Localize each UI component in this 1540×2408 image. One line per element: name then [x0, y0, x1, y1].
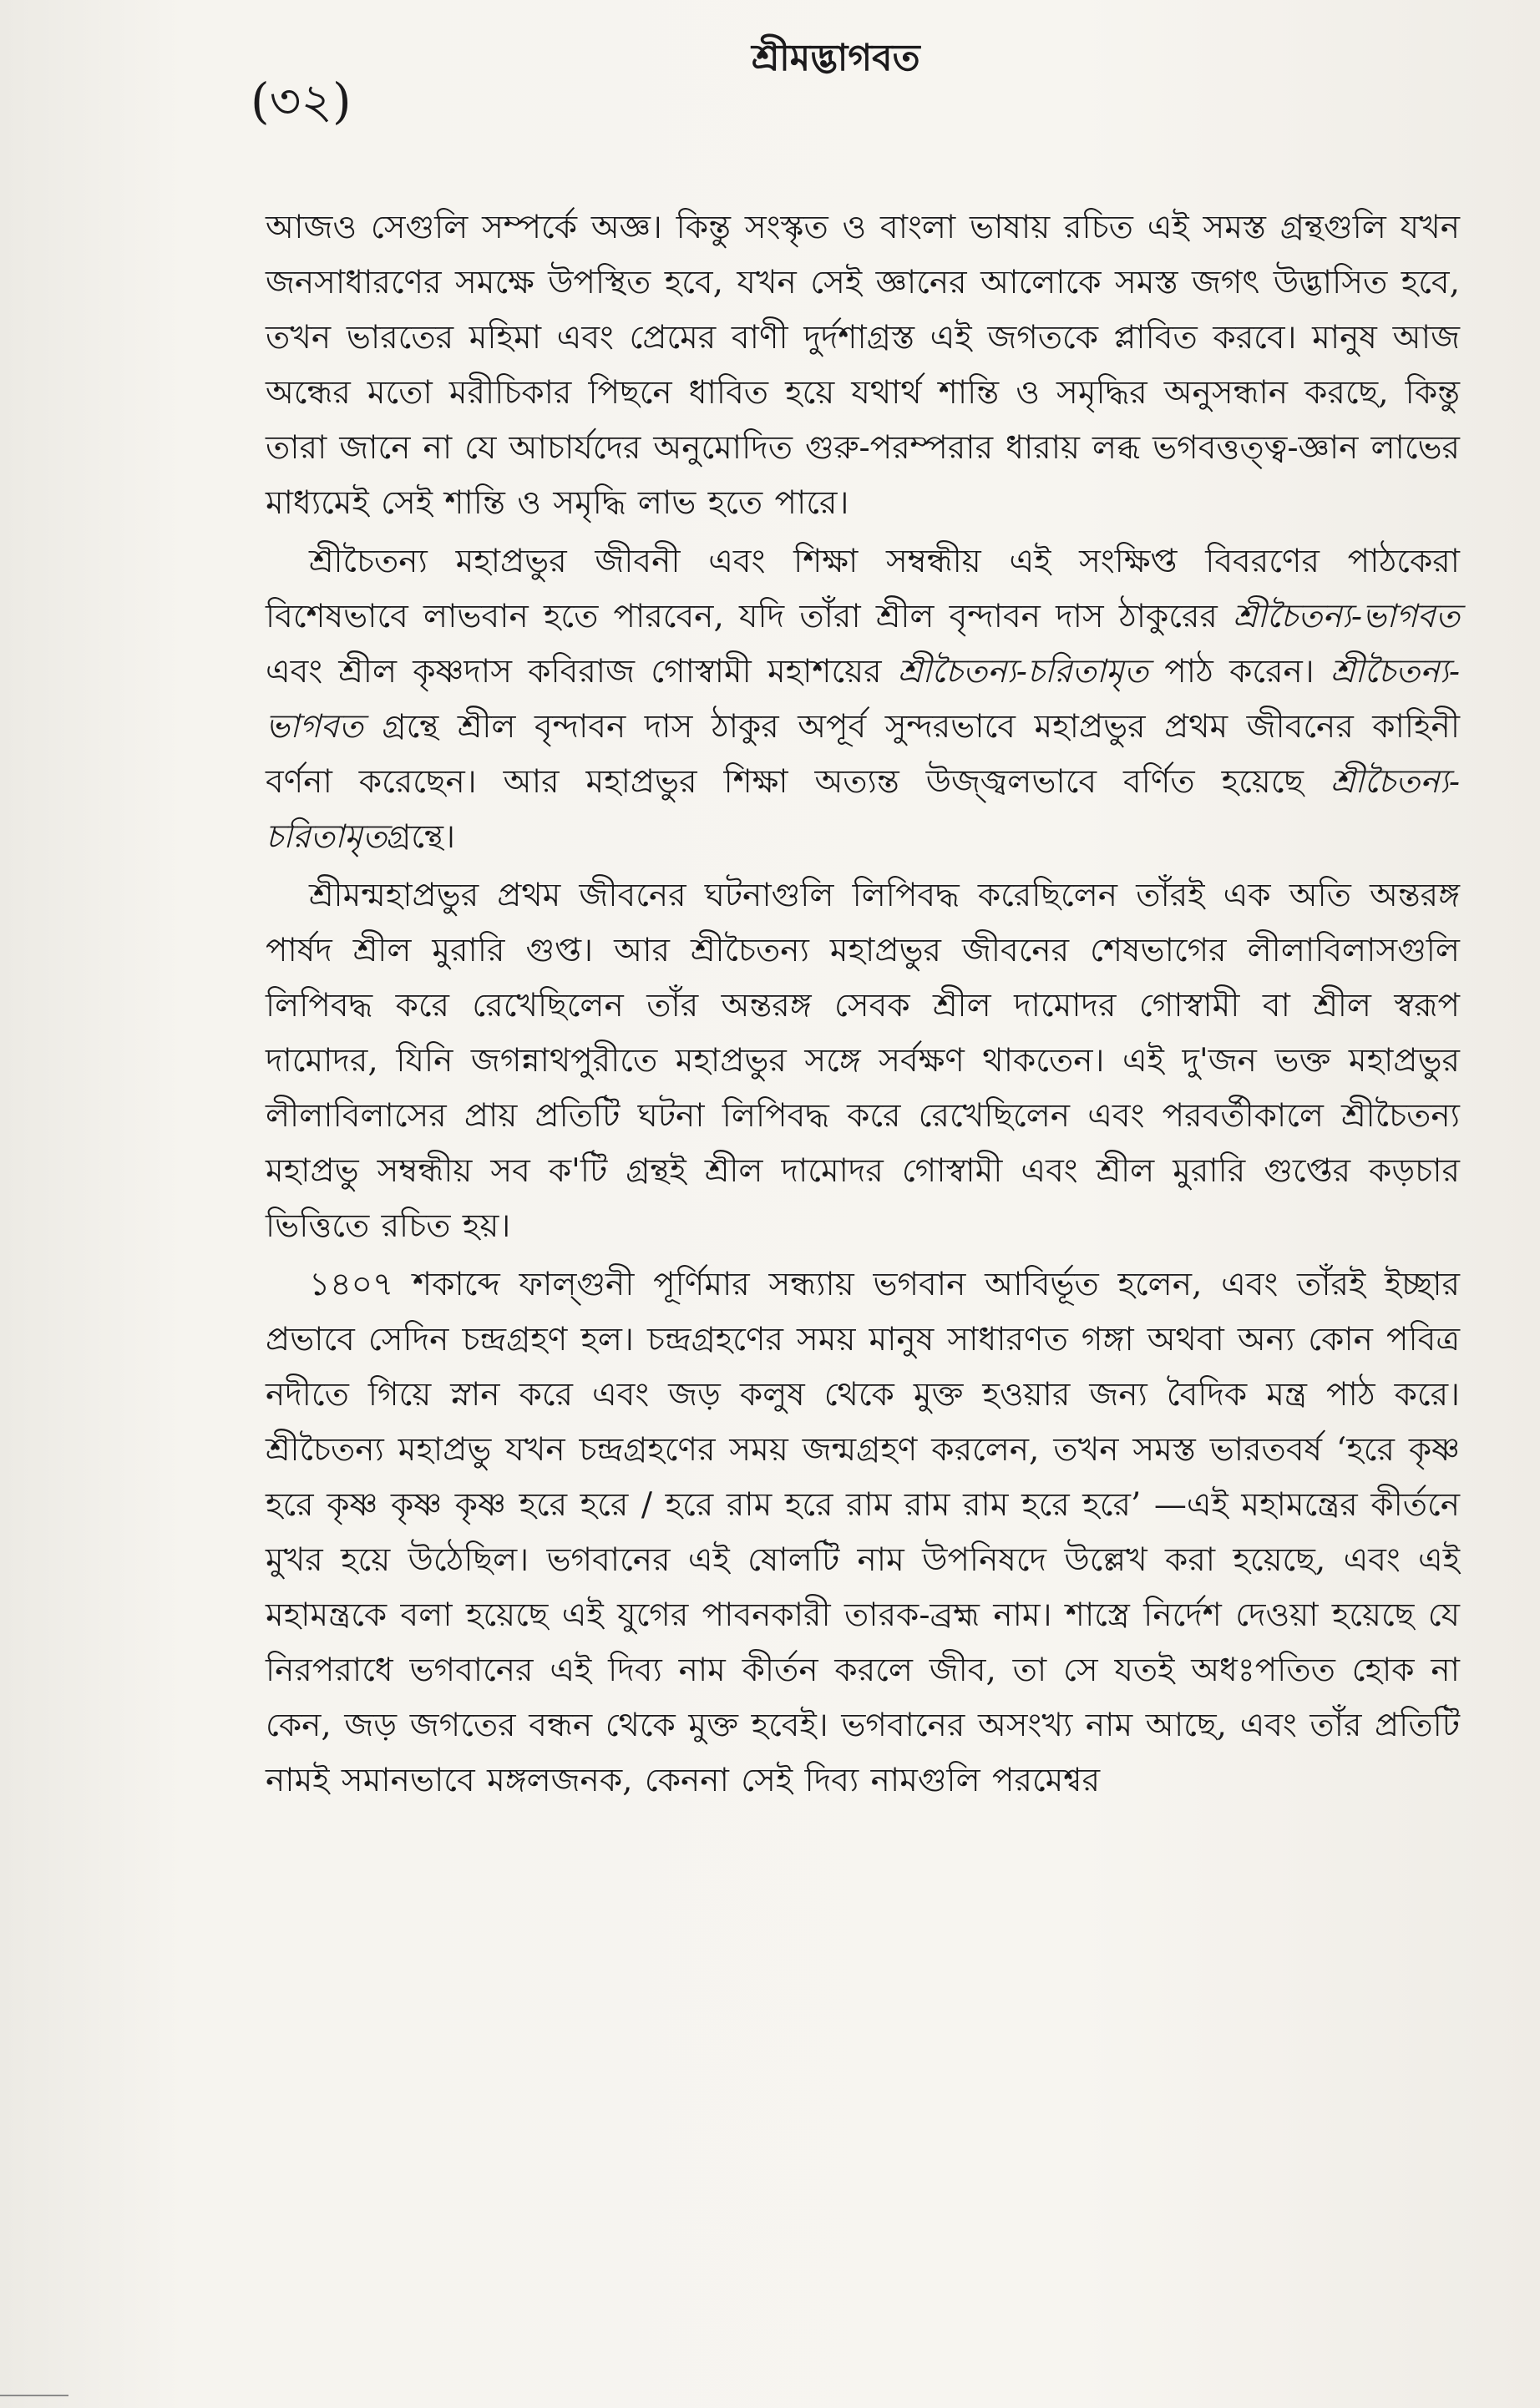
scan-edge-mark	[0, 2395, 68, 2396]
paragraph-2-text-5: গ্রন্থে।	[387, 818, 456, 856]
paragraph-2	[266, 534, 1460, 865]
paragraph-3-text: শ্রীমন্মহাপ্রভুর প্রথম জীবনের ঘটনাগুলি লিপিবদ্ধ করেছিলেন তাঁরই এক অতি অন্তরঙ্গ পার্ষদ শ্রীল মুরারি গুপ্ত। আর শ্রীচৈতন্য মহাপ্রভুর জীবনের শেষভাগের লীলাবিলাসগুলি লিপিবদ্ধ করে রেখেছিলেন তাঁর অন্তরঙ্গ সেবক শ্রীল দামোদর গোস্বামী বা শ্রীল স্বরূপ দামোদর, যিনি জগন্নাথপুরীতে মহাপ্রভুর সঙ্গে সর্বক্ষণ থাকতেন। এই দু'জন ভক্ত মহাপ্রভুর লীলাবিলাসের প্রায় প্রতিটি ঘটনা লিপিবদ্ধ করে রেখেছিলেন এবং পরবর্তীকালে শ্রীচৈতন্য মহাপ্রভু সম্বন্ধীয় সব ক'টি গ্রন্থই শ্রীল দামোদর গোস্বামী এবং শ্রীল মুরারি গুপ্তের কড়চার ভিত্তিতে রচিত হয়।	[266, 877, 1460, 1245]
paragraph-1-text: আজও সেগুলি সম্পর্কে অজ্ঞ। কিন্তু সংস্কৃত ও বাংলা ভাষায় রচিত এই সমস্ত গ্রন্থগুলি যখন জনসাধারণের সমক্ষে উপস্থিত হবে, যখন সেই জ্ঞানের আলোকে সমস্ত জগৎ উদ্ভাসিত হবে, তখন ভারতের মহিমা এবং প্রেমের বাণী দুর্দশাগ্রস্ত এই জগতকে প্লাবিত করবে। মানুষ আজ অন্ধের মতো মরীচিকার পিছনে ধাবিত হয়ে যথার্থ শান্তি ও সমৃদ্ধির অনুসন্ধান করছে, কিন্তু তারা জানে না যে আচার্যদের অনুমোদিত গুরু-পরম্পরার ধারায় লব্ধ ভগবত্তত্ত্ব-জ্ঞান লাভের মাধ্যমেই সেই শান্তি ও সমৃদ্ধি লাভ হতে পারে।	[266, 209, 1460, 522]
paragraph-2-text-2: এবং শ্রীল কৃষ্ণদাস কবিরাজ গোস্বামী মহাশয়ের	[266, 653, 882, 691]
paragraph-2-text-4: গ্রন্থে শ্রীল বৃন্দাবন দাস ঠাকুর অপূর্ব সুন্দরভাবে মহাপ্রভুর প্রথম জীবনের কাহিনী বর্ণনা করেছেন। আর মহাপ্রভুর শিক্ষা অত্যন্ত উজ্জ্বলভাবে বর্ণিত হয়েছে	[266, 708, 1460, 801]
book-title-chaitanya-charitamrita: শ্রীচৈতন্য-চরিতামৃত	[897, 653, 1149, 691]
body-text	[266, 200, 1460, 1809]
book-title-chaitanya-bhagavata-2: শ্রীচৈতন্য-ভাগবত	[266, 653, 1461, 746]
paragraph-2-text-1: শ্রীচৈতন্য মহাপ্রভুর জীবনী এবং শিক্ষা সম্বন্ধীয় এই সংক্ষিপ্ত বিবরণের পাঠকেরা বিশেষভাবে লাভবান হতে পারবেন, যদি তাঁরা শ্রীল বৃন্দাবন দাস ঠাকুরের	[266, 543, 1460, 635]
running-title: শ্রীমদ্ভাগবত	[752, 37, 920, 79]
paragraph-4	[266, 1257, 1460, 1809]
paragraph-3	[266, 868, 1460, 1254]
paragraph-2-text-3: পাঠ করেন।	[1164, 653, 1315, 691]
book-title-chaitanya-bhagavata: শ্রীচৈতন্য-ভাগবত	[1233, 598, 1460, 635]
paragraph-4-text: ১৪০৭ শকাব্দে ফাল্গুনী পূর্ণিমার সন্ধ্যায় ভগবান আবির্ভূত হলেন, এবং তাঁরই ইচ্ছার প্রভাবে সেদিন চন্দ্রগ্রহণ হল। চন্দ্রগ্রহণের সময় মানুষ সাধারণত গঙ্গা অথবা অন্য কোন পবিত্র নদীতে গিয়ে স্নান করে এবং জড় কলুষ থেকে মুক্ত হওয়ার জন্য বৈদিক মন্ত্র পাঠ করে। শ্রীচৈতন্য মহাপ্রভু যখন চন্দ্রগ্রহণের সময় জন্মগ্রহণ করলেন, তখন সমস্ত ভারতবর্ষ ‘হরে কৃষ্ণ হরে কৃষ্ণ কৃষ্ণ কৃষ্ণ হরে হরে / হরে রাম হরে রাম রাম রাম হরে হরে’ —এই মহামন্ত্রের কীর্তনে মুখর হয়ে উঠেছিল। ভগবানের এই ষোলটি নাম উপনিষদে উল্লেখ করা হয়েছে, এবং এই মহামন্ত্রকে বলা হয়েছে এই যুগের পাবনকারী তারক-ব্রহ্ম নাম। শাস্ত্রে নির্দেশ দেওয়া হয়েছে যে নিরপরাধে ভগবানের এই দিব্য নাম কীর্তন করলে জীব, তা সে যতই অধঃপতিত হোক না কেন, জড় জগতের বন্ধন থেকে মুক্ত হবেই। ভগবানের অসংখ্য নাম আছে, এবং তাঁর প্রতিটি নামই সমানভাবে মঙ্গলজনক, কেননা সেই দিব্য নামগুলি পরমেশ্বর	[266, 1266, 1460, 1799]
paragraph-1	[266, 200, 1460, 531]
book-title-chaitanya-charitamrita-2: শ্রীচৈতন্য-চরিতামৃত	[266, 763, 1460, 856]
page-number: (৩২)	[251, 73, 352, 129]
